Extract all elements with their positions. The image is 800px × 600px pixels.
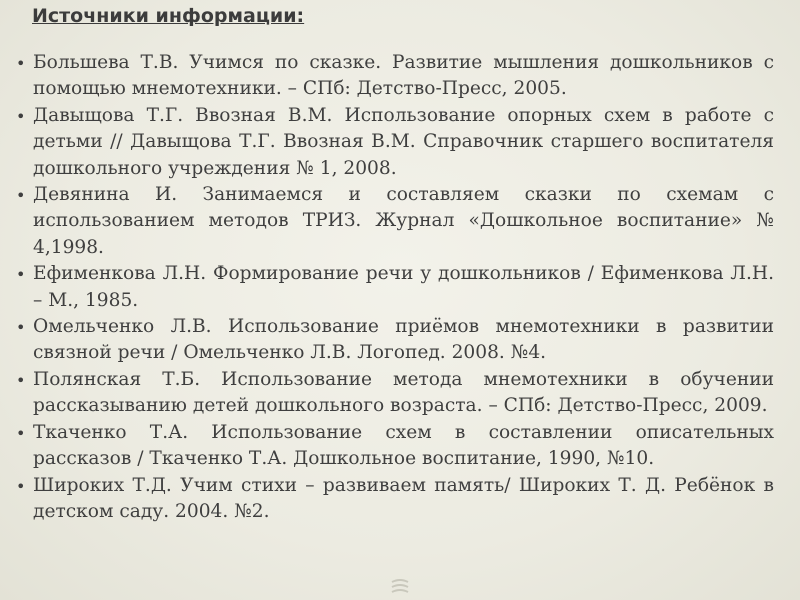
list-item <box>14 473 774 526</box>
source-text: Ткаченко Т.А. Использование схем в составлении описательных рассказов / Ткаченко Т.А. Дошкольное воспитание, 1990, №10. <box>33 421 774 470</box>
source-text: Полянская Т.Б. Использование метода мнемотехники в обучении рассказыванию детей дошкольного возраста. – СПб: Детство-Пресс, 2009. <box>33 368 774 417</box>
bullet-icon: • <box>16 476 26 496</box>
source-text: Омельченко Л.В. Использование приёмов мнемотехники в развитии связной речи / Омельченко Л.В. Логопед. 2008. №4. <box>33 316 774 364</box>
source-text: Девянина И. Занимаемся и составляем сказки по схемам с использованием методов ТРИЗ. Журнал «Дошкольное воспитание» № 4,1998. <box>33 184 774 258</box>
bullet-icon: • <box>16 186 26 206</box>
source-text: Давыщова Т.Г. Ввозная В.М. Использование опорных схем в работе с детьми // Давыщова Т.Г. Ввозная В.М. Справочник старшего воспитателя дошкольного учреждения № 1, 2008. <box>33 104 774 179</box>
slide-title: Источники информации: <box>32 5 305 27</box>
bullet-icon: • <box>16 318 26 338</box>
list-item <box>14 367 774 420</box>
list-item <box>14 314 774 367</box>
list-item <box>14 261 774 314</box>
list-item <box>14 103 774 182</box>
scroll-ornament-icon <box>389 578 411 596</box>
source-text: Ефименкова Л.Н. Формирование речи у дошкольников / Ефименкова Л.Н. – М., 1985. <box>33 263 774 311</box>
list-item <box>14 420 774 473</box>
bullet-icon: • <box>16 423 26 443</box>
list-item <box>14 182 774 261</box>
sources-list <box>14 50 774 525</box>
source-text: Большева Т.В. Учимся по сказке. Развитие мышления дошкольников с помощью мнемотехники. – СПб: Детство-Пресс, 2005. <box>33 52 774 100</box>
bullet-icon: • <box>16 106 26 126</box>
bullet-icon: • <box>16 265 26 285</box>
bullet-icon: • <box>16 370 26 390</box>
list-item <box>14 50 774 103</box>
bullet-icon: • <box>16 54 26 73</box>
source-text: Широких Т.Д. Учим стихи – развиваем память/ Широких Т. Д. Ребёнок в детском саду. 2004. №2. <box>33 474 774 522</box>
